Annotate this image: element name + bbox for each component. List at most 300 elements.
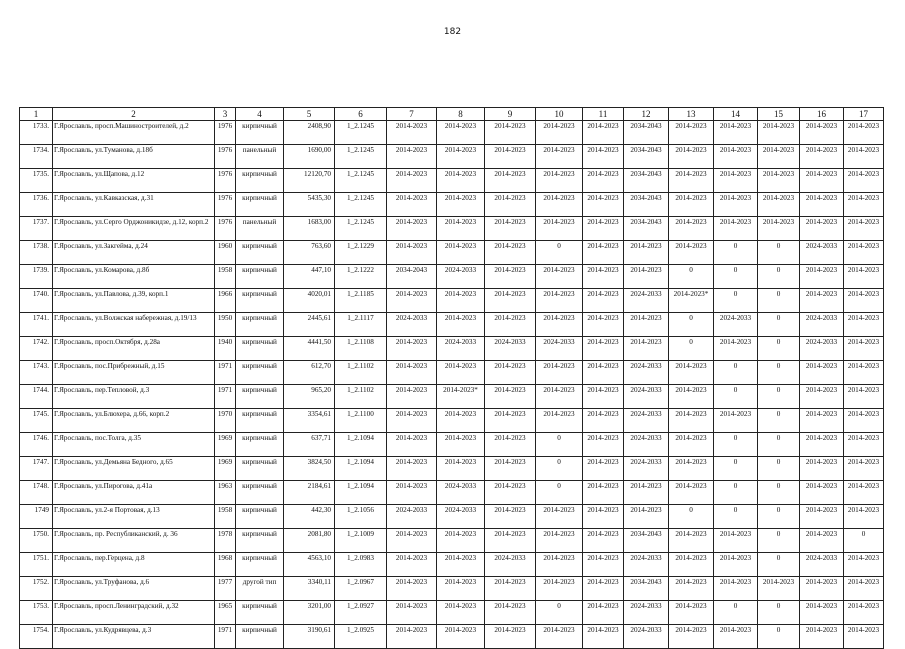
cell-period-10: 0: [536, 481, 583, 505]
cell-period-12: 2024-2033: [624, 601, 669, 625]
cell-area: 447,10: [284, 265, 335, 289]
cell-period-12: 2024-2033: [624, 625, 669, 649]
table-row: [20, 121, 884, 145]
cell-period-12: 2014-2023: [624, 505, 669, 529]
cell-period-17: 2014-2023: [844, 337, 884, 361]
cell-area: 3824,50: [284, 457, 335, 481]
cell-period-16: 2014-2023: [800, 625, 844, 649]
cell-period-11: 2014-2023: [583, 457, 624, 481]
cell-area: 637,71: [284, 433, 335, 457]
cell-period-7: 2014-2023: [387, 121, 437, 145]
column-number-6: 6: [335, 108, 387, 121]
cell-year-built: 1960: [215, 241, 236, 265]
table-row: [20, 481, 884, 505]
cell-wall-material: кирпичный: [236, 433, 284, 457]
cell-row-number: 1745.: [20, 409, 53, 433]
cell-address: Г.Ярославль, ул.Волжская набережная, д.19/13: [53, 313, 215, 337]
cell-period-14: 0: [714, 241, 758, 265]
cell-period-9: 2024-2033: [485, 553, 536, 577]
cell-row-number: 1735.: [20, 169, 53, 193]
cell-period-16: 2014-2023: [800, 145, 844, 169]
cell-year-built: 1969: [215, 433, 236, 457]
cell-period-15: 0: [758, 265, 800, 289]
cell-row-number: 1740.: [20, 289, 53, 313]
cell-code: 1_2.1222: [335, 265, 387, 289]
cell-period-8: 2014-2023: [437, 433, 485, 457]
cell-period-10: 2014-2023: [536, 169, 583, 193]
cell-period-13: 0: [669, 313, 714, 337]
cell-period-12: 2014-2023: [624, 337, 669, 361]
cell-address: Г.Ярославль, просп.Ленинградский, д.32: [53, 601, 215, 625]
cell-period-12: 2014-2023: [624, 313, 669, 337]
cell-row-number: 1751.: [20, 553, 53, 577]
cell-period-11: 2014-2023: [583, 529, 624, 553]
cell-period-10: 0: [536, 433, 583, 457]
cell-period-14: 2014-2023: [714, 577, 758, 601]
cell-period-7: 2014-2023: [387, 193, 437, 217]
cell-period-15: 0: [758, 601, 800, 625]
cell-period-15: 0: [758, 505, 800, 529]
cell-period-17: 2014-2023: [844, 289, 884, 313]
cell-period-15: 0: [758, 289, 800, 313]
cell-address: Г.Ярославль, ул.Кавказская, д.31: [53, 193, 215, 217]
cell-period-12: 2024-2033: [624, 385, 669, 409]
cell-period-16: 2014-2023: [800, 481, 844, 505]
cell-period-17: 2014-2023: [844, 241, 884, 265]
cell-code: 1_2.1185: [335, 289, 387, 313]
cell-period-10: 2014-2023: [536, 409, 583, 433]
cell-year-built: 1940: [215, 337, 236, 361]
cell-period-9: 2014-2023: [485, 577, 536, 601]
cell-wall-material: кирпичный: [236, 553, 284, 577]
cell-period-10: 2014-2023: [536, 553, 583, 577]
cell-year-built: 1963: [215, 481, 236, 505]
column-number-1: 1: [20, 108, 53, 121]
cell-period-16: 2014-2023: [800, 457, 844, 481]
cell-period-8: 2014-2023: [437, 169, 485, 193]
cell-code: 1_2.0925: [335, 625, 387, 649]
cell-period-13: 2014-2023: [669, 481, 714, 505]
cell-period-15: 0: [758, 409, 800, 433]
cell-period-8: 2024-2033: [437, 505, 485, 529]
cell-period-17: 2014-2023: [844, 553, 884, 577]
cell-period-11: 2014-2023: [583, 385, 624, 409]
cell-area: 1683,00: [284, 217, 335, 241]
cell-period-16: 2014-2023: [800, 601, 844, 625]
cell-period-16: 2014-2023: [800, 529, 844, 553]
cell-area: 2408,90: [284, 121, 335, 145]
cell-period-11: 2014-2023: [583, 337, 624, 361]
table-row: [20, 625, 884, 649]
cell-period-7: 2014-2023: [387, 553, 437, 577]
cell-period-11: 2014-2023: [583, 121, 624, 145]
table-row: [20, 145, 884, 169]
cell-period-17: 2014-2023: [844, 313, 884, 337]
cell-period-13: 0: [669, 265, 714, 289]
table-row: [20, 457, 884, 481]
column-number-2: 2: [53, 108, 215, 121]
cell-period-9: 2014-2023: [485, 121, 536, 145]
table-row: [20, 337, 884, 361]
cell-period-8: 2014-2023: [437, 121, 485, 145]
cell-area: 2184,61: [284, 481, 335, 505]
cell-period-14: 0: [714, 433, 758, 457]
cell-period-8: 2014-2023: [437, 361, 485, 385]
cell-area: 4563,10: [284, 553, 335, 577]
cell-period-11: 2014-2023: [583, 217, 624, 241]
cell-period-14: 2014-2023: [714, 409, 758, 433]
cell-period-10: 2014-2023: [536, 193, 583, 217]
cell-period-14: 2014-2023: [714, 121, 758, 145]
cell-year-built: 1971: [215, 385, 236, 409]
cell-period-16: 2014-2023: [800, 121, 844, 145]
cell-period-13: 2014-2023: [669, 409, 714, 433]
cell-period-11: 2014-2023: [583, 265, 624, 289]
cell-period-9: 2014-2023: [485, 409, 536, 433]
cell-period-9: 2014-2023: [485, 217, 536, 241]
cell-period-8: 2014-2023: [437, 193, 485, 217]
cell-address: Г.Ярославль, ул.Кудрявцева, д.3: [53, 625, 215, 649]
cell-period-11: 2014-2023: [583, 313, 624, 337]
cell-year-built: 1977: [215, 577, 236, 601]
cell-period-16: 2014-2023: [800, 361, 844, 385]
column-number-15: 15: [758, 108, 800, 121]
cell-row-number: 1736.: [20, 193, 53, 217]
cell-period-7: 2014-2023: [387, 385, 437, 409]
cell-address: Г.Ярославль, ул.Пирогова, д.41а: [53, 481, 215, 505]
cell-period-9: 2014-2023: [485, 385, 536, 409]
cell-address: Г.Ярославль, просп.Машиностроителей, д.2: [53, 121, 215, 145]
cell-row-number: 1733.: [20, 121, 53, 145]
table-row: [20, 265, 884, 289]
cell-period-12: 2034-2043: [624, 169, 669, 193]
cell-code: 1_2.1229: [335, 241, 387, 265]
cell-period-8: 2024-2033: [437, 481, 485, 505]
cell-period-14: 0: [714, 265, 758, 289]
cell-period-13: 2014-2023: [669, 553, 714, 577]
table-row: [20, 169, 884, 193]
cell-address: Г.Ярославль, пос.Толга, д.35: [53, 433, 215, 457]
cell-code: 1_2.1245: [335, 145, 387, 169]
cell-period-10: 0: [536, 457, 583, 481]
cell-period-7: 2014-2023: [387, 457, 437, 481]
column-number-8: 8: [437, 108, 485, 121]
cell-wall-material: кирпичный: [236, 529, 284, 553]
column-number-12: 12: [624, 108, 669, 121]
cell-period-12: 2024-2033: [624, 409, 669, 433]
cell-period-16: 2014-2023: [800, 169, 844, 193]
cell-period-8: 2014-2023: [437, 313, 485, 337]
cell-wall-material: кирпичный: [236, 289, 284, 313]
cell-period-12: 2034-2043: [624, 193, 669, 217]
cell-code: 1_2.0967: [335, 577, 387, 601]
table-row: [20, 529, 884, 553]
cell-period-9: 2014-2023: [485, 625, 536, 649]
cell-period-17: 2014-2023: [844, 505, 884, 529]
cell-period-12: 2034-2043: [624, 145, 669, 169]
cell-address: Г.Ярославль, ул.Закгейма, д.24: [53, 241, 215, 265]
cell-period-11: 2014-2023: [583, 289, 624, 313]
cell-area: 3354,61: [284, 409, 335, 433]
cell-code: 1_2.1245: [335, 169, 387, 193]
cell-period-17: 2014-2023: [844, 145, 884, 169]
cell-period-12: 2034-2043: [624, 121, 669, 145]
cell-period-15: 0: [758, 385, 800, 409]
cell-row-number: 1748.: [20, 481, 53, 505]
cell-period-7: 2014-2023: [387, 529, 437, 553]
cell-row-number: 1738.: [20, 241, 53, 265]
cell-period-12: 2024-2033: [624, 289, 669, 313]
cell-period-10: 2014-2023: [536, 361, 583, 385]
table-row: [20, 289, 884, 313]
cell-address: Г.Ярославль, пер.Герцена, д.8: [53, 553, 215, 577]
cell-code: 1_2.1108: [335, 337, 387, 361]
column-number-row: [20, 108, 884, 121]
cell-period-17: 2014-2023: [844, 409, 884, 433]
cell-period-9: 2014-2023: [485, 169, 536, 193]
cell-period-7: 2024-2033: [387, 313, 437, 337]
cell-period-17: 2014-2023: [844, 457, 884, 481]
cell-period-11: 2014-2023: [583, 577, 624, 601]
cell-period-17: 2014-2023: [844, 577, 884, 601]
column-number-11: 11: [583, 108, 624, 121]
cell-period-15: 0: [758, 337, 800, 361]
cell-code: 1_2.0983: [335, 553, 387, 577]
housing-table: [19, 107, 884, 649]
cell-period-10: 2014-2023: [536, 289, 583, 313]
cell-period-17: 2014-2023: [844, 385, 884, 409]
cell-period-9: 2014-2023: [485, 265, 536, 289]
cell-year-built: 1950: [215, 313, 236, 337]
cell-period-13: 2014-2023: [669, 577, 714, 601]
cell-period-11: 2014-2023: [583, 505, 624, 529]
cell-period-8: 2014-2023: [437, 457, 485, 481]
cell-period-9: 2014-2023: [485, 313, 536, 337]
table-row: [20, 361, 884, 385]
cell-period-7: 2014-2023: [387, 361, 437, 385]
cell-year-built: 1958: [215, 265, 236, 289]
cell-period-7: 2014-2023: [387, 409, 437, 433]
table-row: [20, 433, 884, 457]
cell-period-7: 2014-2023: [387, 577, 437, 601]
column-number-16: 16: [800, 108, 844, 121]
cell-period-10: 0: [536, 241, 583, 265]
column-number-14: 14: [714, 108, 758, 121]
cell-area: 5435,30: [284, 193, 335, 217]
cell-period-10: 2014-2023: [536, 529, 583, 553]
cell-period-16: 2014-2023: [800, 577, 844, 601]
column-number-5: 5: [284, 108, 335, 121]
cell-wall-material: кирпичный: [236, 169, 284, 193]
cell-period-11: 2014-2023: [583, 553, 624, 577]
cell-code: 1_2.1100: [335, 409, 387, 433]
cell-period-17: 2014-2023: [844, 481, 884, 505]
page-number: 182: [443, 27, 462, 37]
cell-period-15: 0: [758, 361, 800, 385]
cell-address: Г.Ярославль, просп.Октября, д.28а: [53, 337, 215, 361]
table-row: [20, 553, 884, 577]
cell-period-17: 2014-2023: [844, 625, 884, 649]
cell-period-8: 2014-2023: [437, 241, 485, 265]
cell-period-14: 0: [714, 505, 758, 529]
cell-address: Г.Ярославль, ул.Туманова, д.18б: [53, 145, 215, 169]
cell-period-17: 2014-2023: [844, 265, 884, 289]
cell-period-13: 2014-2023: [669, 193, 714, 217]
cell-period-7: 2014-2023: [387, 433, 437, 457]
table-row: [20, 505, 884, 529]
cell-period-13: 2014-2023: [669, 217, 714, 241]
cell-period-9: 2014-2023: [485, 289, 536, 313]
cell-year-built: 1965: [215, 601, 236, 625]
table-row: [20, 601, 884, 625]
column-number-13: 13: [669, 108, 714, 121]
cell-wall-material: кирпичный: [236, 625, 284, 649]
table-row: [20, 313, 884, 337]
cell-period-9: 2014-2023: [485, 505, 536, 529]
cell-period-15: 2014-2023: [758, 193, 800, 217]
cell-period-9: 2014-2023: [485, 601, 536, 625]
cell-period-7: 2014-2023: [387, 169, 437, 193]
cell-period-9: 2014-2023: [485, 481, 536, 505]
cell-code: 1_2.1094: [335, 481, 387, 505]
cell-period-14: 2024-2033: [714, 313, 758, 337]
cell-period-14: 2014-2023: [714, 337, 758, 361]
cell-period-14: 2014-2023: [714, 553, 758, 577]
cell-row-number: 1746.: [20, 433, 53, 457]
cell-wall-material: кирпичный: [236, 265, 284, 289]
cell-period-17: 2014-2023: [844, 361, 884, 385]
cell-period-7: 2014-2023: [387, 337, 437, 361]
cell-period-15: 0: [758, 529, 800, 553]
cell-period-12: 2024-2033: [624, 457, 669, 481]
cell-row-number: 1753.: [20, 601, 53, 625]
cell-period-15: 0: [758, 625, 800, 649]
cell-period-15: 2014-2023: [758, 217, 800, 241]
cell-wall-material: кирпичный: [236, 337, 284, 361]
column-number-17: 17: [844, 108, 884, 121]
cell-period-13: 2014-2023: [669, 529, 714, 553]
cell-code: 1_2.1102: [335, 361, 387, 385]
cell-period-7: 2014-2023: [387, 601, 437, 625]
cell-period-13: 2014-2023: [669, 601, 714, 625]
column-number-3: 3: [215, 108, 236, 121]
cell-period-16: 2014-2023: [800, 289, 844, 313]
cell-wall-material: панельный: [236, 145, 284, 169]
cell-period-17: 2014-2023: [844, 193, 884, 217]
cell-year-built: 1966: [215, 289, 236, 313]
cell-period-17: 2014-2023: [844, 217, 884, 241]
cell-wall-material: кирпичный: [236, 385, 284, 409]
cell-period-10: 2014-2023: [536, 505, 583, 529]
cell-wall-material: кирпичный: [236, 409, 284, 433]
cell-period-16: 2024-2033: [800, 313, 844, 337]
cell-period-16: 2014-2023: [800, 433, 844, 457]
cell-period-7: 2014-2023: [387, 145, 437, 169]
cell-period-12: 2014-2023: [624, 265, 669, 289]
cell-year-built: 1971: [215, 625, 236, 649]
cell-period-15: 2014-2023: [758, 169, 800, 193]
cell-period-13: 2014-2023: [669, 145, 714, 169]
cell-period-7: 2014-2023: [387, 241, 437, 265]
cell-period-16: 2014-2023: [800, 505, 844, 529]
cell-area: 442,30: [284, 505, 335, 529]
cell-period-14: 0: [714, 601, 758, 625]
cell-address: Г.Ярославль, пер.Тепловой, д.3: [53, 385, 215, 409]
cell-wall-material: кирпичный: [236, 361, 284, 385]
cell-period-9: 2024-2033: [485, 337, 536, 361]
cell-period-13: 0: [669, 505, 714, 529]
cell-period-11: 2014-2023: [583, 169, 624, 193]
cell-period-7: 2014-2023: [387, 289, 437, 313]
cell-period-16: 2024-2033: [800, 337, 844, 361]
cell-period-13: 0: [669, 337, 714, 361]
cell-period-11: 2014-2023: [583, 625, 624, 649]
cell-period-11: 2014-2023: [583, 145, 624, 169]
cell-period-8: 2014-2023: [437, 553, 485, 577]
cell-address: Г.Ярославль, пр. Республиканский, д. 36: [53, 529, 215, 553]
cell-period-13: 2014-2023*: [669, 289, 714, 313]
cell-period-9: 2014-2023: [485, 193, 536, 217]
cell-period-13: 2014-2023: [669, 457, 714, 481]
cell-year-built: 1978: [215, 529, 236, 553]
cell-period-10: 2024-2033: [536, 337, 583, 361]
cell-period-12: 2024-2033: [624, 433, 669, 457]
cell-period-12: 2014-2023: [624, 241, 669, 265]
table-row: [20, 217, 884, 241]
cell-code: 1_2.1009: [335, 529, 387, 553]
cell-period-17: 0: [844, 529, 884, 553]
cell-wall-material: кирпичный: [236, 313, 284, 337]
cell-period-15: 0: [758, 481, 800, 505]
cell-area: 3190,61: [284, 625, 335, 649]
cell-period-9: 2014-2023: [485, 529, 536, 553]
cell-period-13: 2014-2023: [669, 385, 714, 409]
cell-period-12: 2014-2023: [624, 481, 669, 505]
cell-period-7: 2024-2033: [387, 505, 437, 529]
table-row: [20, 241, 884, 265]
cell-period-15: 0: [758, 553, 800, 577]
cell-wall-material: кирпичный: [236, 193, 284, 217]
cell-period-12: 2034-2043: [624, 217, 669, 241]
cell-period-15: 2014-2023: [758, 577, 800, 601]
cell-wall-material: кирпичный: [236, 505, 284, 529]
cell-period-16: 2014-2023: [800, 265, 844, 289]
cell-period-14: 0: [714, 361, 758, 385]
cell-year-built: 1968: [215, 553, 236, 577]
cell-period-8: 2014-2023: [437, 217, 485, 241]
cell-period-10: 2014-2023: [536, 385, 583, 409]
cell-period-12: 2024-2033: [624, 553, 669, 577]
cell-period-15: 0: [758, 433, 800, 457]
cell-area: 965,20: [284, 385, 335, 409]
cell-wall-material: кирпичный: [236, 241, 284, 265]
cell-period-8: 2024-2033: [437, 337, 485, 361]
column-number-9: 9: [485, 108, 536, 121]
cell-area: 763,60: [284, 241, 335, 265]
cell-row-number: 1739.: [20, 265, 53, 289]
cell-period-8: 2014-2023: [437, 289, 485, 313]
cell-address: Г.Ярославль, ул.Блюхера, д.66, корп.2: [53, 409, 215, 433]
cell-period-10: 2014-2023: [536, 577, 583, 601]
cell-period-16: 2024-2033: [800, 241, 844, 265]
cell-period-14: 2014-2023: [714, 529, 758, 553]
cell-period-9: 2014-2023: [485, 145, 536, 169]
cell-row-number: 1744.: [20, 385, 53, 409]
cell-wall-material: кирпичный: [236, 121, 284, 145]
cell-period-10: 2014-2023: [536, 313, 583, 337]
cell-year-built: 1969: [215, 457, 236, 481]
cell-address: Г.Ярославль, ул.Павлова, д.39, корп.1: [53, 289, 215, 313]
